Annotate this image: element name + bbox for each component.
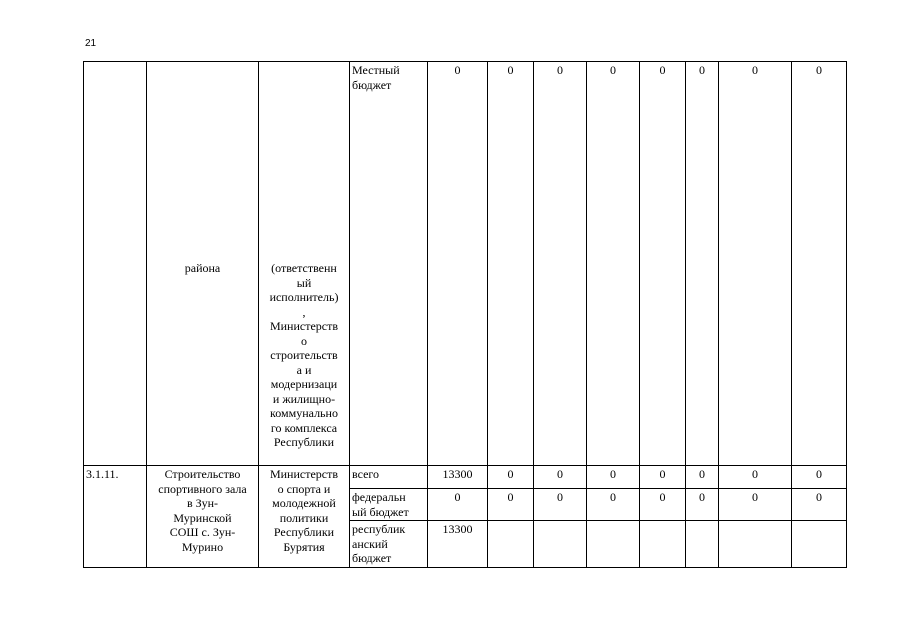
cell-value: [488, 521, 534, 568]
executor-line: (ответственн: [271, 261, 337, 275]
executor-line: Республики: [273, 435, 335, 449]
executor-line: о спорта и: [277, 481, 331, 496]
cell-value: 0: [640, 466, 686, 489]
cell-value: 0: [428, 62, 488, 466]
source-line: Местный: [352, 63, 400, 77]
cell-value: [640, 521, 686, 568]
source-line: всего: [352, 467, 380, 481]
cell-value: 0: [719, 466, 792, 489]
executor-line: коммунально: [270, 406, 338, 420]
cell-value: 0: [534, 62, 587, 466]
name-line: в Зун-: [186, 496, 219, 510]
table-row-total: [84, 466, 847, 489]
executor-line: Министерств: [269, 467, 339, 481]
executor-line: исполнитель): [269, 290, 339, 304]
executor-line: ый: [296, 275, 312, 290]
cell-source-total: [350, 466, 428, 489]
cell-value: 0: [719, 489, 792, 521]
cell-value: 0: [792, 62, 847, 466]
cell-executor-continued: [259, 62, 350, 466]
cell-value: 0: [640, 489, 686, 521]
cell-name-text: района: [184, 261, 221, 275]
source-line: республик: [352, 522, 406, 536]
cell-value: 0: [488, 466, 534, 489]
executor-line: модернизаци: [270, 377, 338, 391]
source-line: анский: [352, 536, 388, 551]
source-line: бюджет: [352, 77, 392, 92]
cell-source-local: [350, 62, 428, 466]
program-table: [83, 61, 847, 568]
cell-value: 0: [488, 489, 534, 521]
cell-value: [587, 521, 640, 568]
name-line: спортивного зала: [158, 481, 247, 496]
cell-value: 0: [587, 62, 640, 466]
cell-value: 0: [719, 62, 792, 466]
cell-value: [792, 521, 847, 568]
cell-value: 0: [534, 466, 587, 489]
cell-value: [534, 521, 587, 568]
cell-value: 0: [792, 466, 847, 489]
cell-value: 0: [534, 489, 587, 521]
source-line: федеральн: [352, 490, 406, 504]
cell-value: [719, 521, 792, 568]
executor-line: Бурятия: [283, 539, 325, 554]
cell-number-empty: [84, 62, 147, 466]
name-line: Муринской: [173, 510, 232, 525]
cell-value: 0: [686, 489, 719, 521]
cell-value: 0: [488, 62, 534, 466]
executor-line: а и: [296, 362, 312, 377]
cell-value: 13300: [428, 521, 488, 568]
source-line: бюджет: [352, 551, 392, 565]
cell-name-continued: [147, 62, 259, 466]
cell-value: 0: [587, 466, 640, 489]
executor-line: молодежной: [272, 496, 336, 510]
cell-value: 0: [686, 62, 719, 466]
name-line: Строительство: [164, 467, 241, 481]
page-number: 21: [85, 38, 97, 49]
cell-value: 13300: [428, 466, 488, 489]
executor-line: и жилищно-: [272, 391, 336, 406]
executor-line: го комплекса: [270, 420, 338, 435]
cell-value: 0: [640, 62, 686, 466]
name-line: Мурино: [181, 539, 224, 554]
cell-source-federal: [350, 489, 428, 521]
executor-line: политики: [279, 510, 329, 525]
executor-line: строительств: [270, 348, 338, 362]
executor-line: Республики: [273, 525, 335, 539]
cell-item-executor: [259, 466, 350, 568]
cell-source-republican: [350, 521, 428, 568]
cell-value: [686, 521, 719, 568]
executor-line: Министерств: [269, 319, 339, 333]
table-row-continued: [84, 62, 847, 466]
name-line: СОШ с. Зун-: [169, 525, 236, 539]
cell-value: 0: [686, 466, 719, 489]
executor-line: ,: [302, 304, 306, 319]
executor-line: о: [301, 333, 307, 348]
cell-value: 0: [587, 489, 640, 521]
source-line: ый бюджет: [352, 504, 409, 519]
cell-item-name: [147, 466, 259, 568]
cell-item-number: 3.1.11.: [84, 466, 147, 568]
cell-value: 0: [792, 489, 847, 521]
cell-value: 0: [428, 489, 488, 521]
